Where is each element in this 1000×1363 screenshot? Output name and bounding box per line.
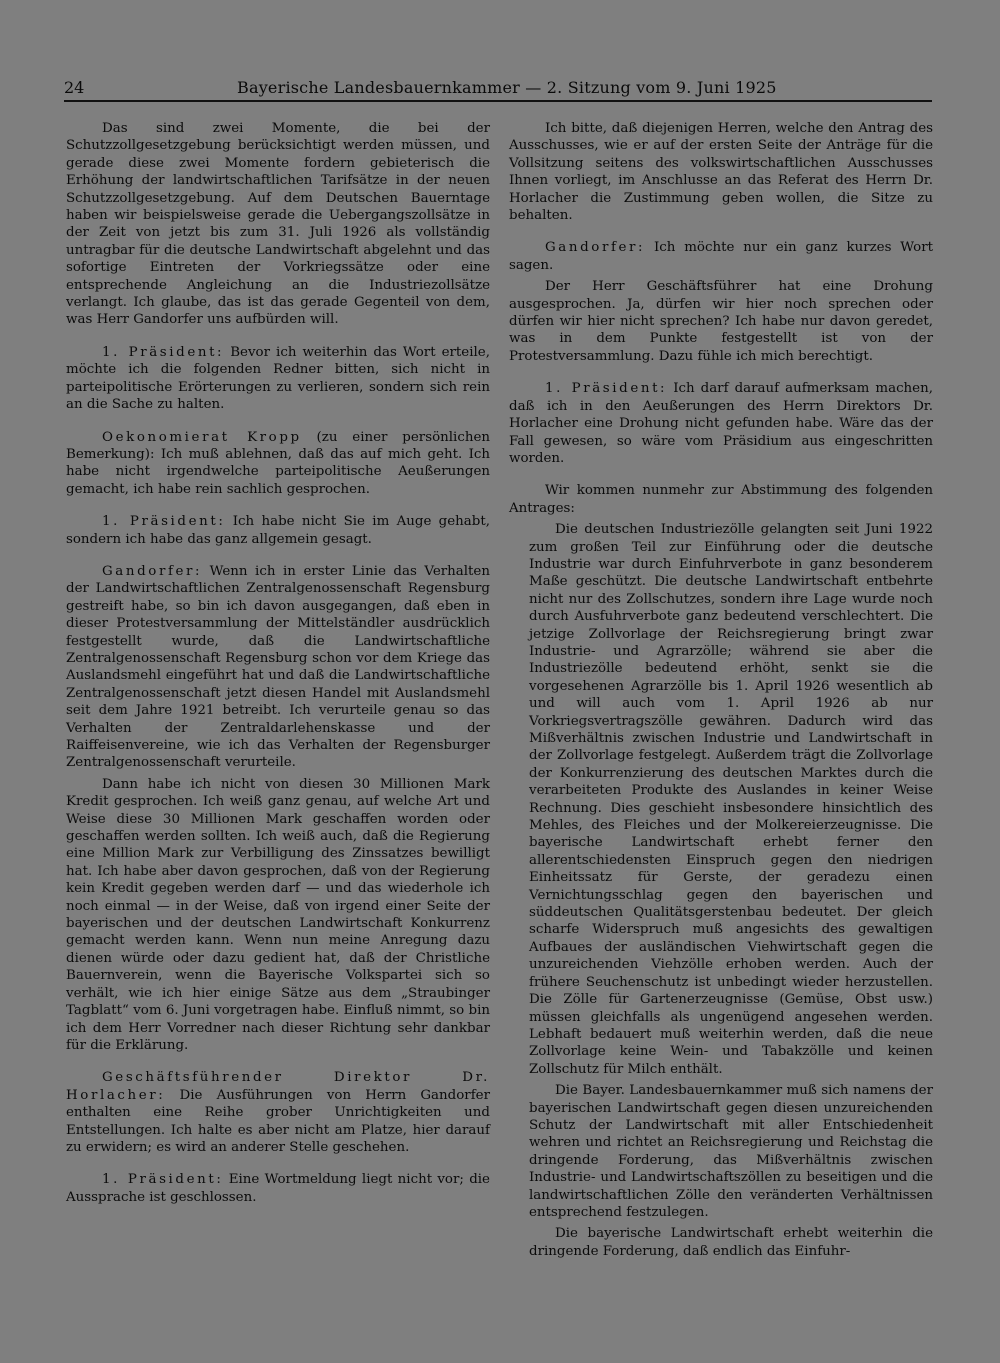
speaker-name: Gandorfer: <box>102 563 203 579</box>
paragraph-text: Ich bitte, daß diejenigen Herren, welche den Antrag des Ausschusses, wie er auf der ersten Seite der Anträge für die Vollsitzung seitens des volkswirtschaftlichen Ausschusses Ihnen vorliegt, im Anschlusse an das Referat des Herrn Dr. Horlacher die Zustimmung geben wollen, die Sitze zu behalten. <box>509 121 933 224</box>
paragraph-text: Eine Wortmeldung liegt nicht vor; die Aussprache ist geschlossen. <box>66 1172 490 1205</box>
paragraph <box>66 1171 490 1206</box>
paragraph <box>66 776 490 1055</box>
paragraph-text: Bevor ich weiterhin das Wort erteile, möchte ich die folgenden Redner bitten, sich nicht in parteipolitische Erörterungen zu verlieren, sondern sich rein an die Sache zu halten. <box>66 344 490 413</box>
speaker-name: 1. Präsident: <box>545 381 668 397</box>
right-column <box>509 120 933 1264</box>
speaker-name: Geschäftsführender Direktor Dr. Horlacher: <box>66 1070 490 1103</box>
paragraph-text: Wir kommen nunmehr zur Abstimmung des folgenden Antrages: <box>509 483 933 516</box>
paragraph <box>66 1069 490 1156</box>
speaker-name: Oekonomierat Kropp <box>102 429 302 445</box>
paragraph-text: Die bayerische Landwirtschaft erhebt weiterhin die dringende Forderung, daß endlich das Einfuhr- <box>529 1226 933 1259</box>
paragraph-text: (zu einer persönlichen Bemerkung): Ich muß ablehnen, daß das auf mich geht. Ich habe nicht irgendwelche parteipolitische Aeußerungen gemacht, ich habe rein sachlich gesprochen. <box>66 429 490 497</box>
paragraph-text: Der Herr Geschäftsführer hat eine Drohung ausgesprochen. Ja, dürfen wir hier noch sprechen oder dürfen wir hier nicht sprechen? Ich habe nur davon geredet, was in dem Punkte festgestellt ist von der Protestversammlung. Dazu fühle ich mich berechtigt. <box>509 279 933 364</box>
speaker-name: Gandorfer: <box>545 240 646 256</box>
paragraph-text: Ich darf darauf aufmerksam machen, daß ich in den Aeußerungen des Herrn Direktors Dr. Horlacher eine Drohung nicht gefunden habe. Wäre das der Fall gewesen, so wäre vom Präsidium aus eingeschritten worden. <box>509 381 933 466</box>
paragraph <box>509 120 933 224</box>
paragraph <box>66 344 490 414</box>
paragraph <box>66 429 490 499</box>
left-column <box>66 120 490 1221</box>
paragraph-text: Ich möchte nur ein ganz kurzes Wort sagen. <box>509 240 933 273</box>
paragraph-text: Wenn ich in erster Linie das Verhalten der Landwirtschaftlichen Zentralgenossenschaft Regensburg gestreift habe, so bin ich davon ausgegangen, daß eben in dieser Protestversammlung der Mittelständler ausdrücklich festgestellt wurde, daß die Landwirtschaftliche Zentralgenossenschaft Regensburg schon vor dem Kriege das Auslandsmehl eingeführt hat und daß die Landwirtschaftliche Zentralgenossenschaft jetzt diesen Handel mit Auslandsmehl seit dem Jahre 1921 betreibt. Ich verurteile genau so das Verhalten der Zentraldarlehenskasse und der Raiffeisenvereine, wie ich das Verhalten der Regensburger Zentralgenossenschaft verurteile. <box>66 563 490 771</box>
page-number: 24 <box>64 78 85 97</box>
paragraph <box>509 278 933 365</box>
motion-paragraph <box>509 1225 933 1260</box>
paragraph <box>66 120 490 329</box>
motion-paragraph <box>509 1082 933 1221</box>
paragraph <box>509 239 933 274</box>
paragraph-text: Die Bayer. Landesbauernkammer muß sich namens der bayerischen Landwirtschaft gegen diesen unzureichenden Schutz der Landwirtschaft mit aller Entschiedenheit wehren und richtet an Reichsregierung und Reichstag die dringende Forderung, das Mißverhältnis zwischen Industrie- und Landwirtschaftszöllen zu beseitigen und die landwirtschaftlichen Zölle den veränderten Verhältnissen entsprechend festzulegen. <box>529 1083 933 1220</box>
paragraph-text: Die deutschen Industriezölle gelangten seit Juni 1922 zum großen Teil zur Einführung oder die deutsche Industrie war durch Einfuhrverbote in ganz besonderem Maße geschützt. Die deutsche Landwirtschaft entbehrte nicht nur des Zollschutzes, sondern ihre Lage wurde noch durch Ausfuhrverbote ganz bedeutend verschlechtert. Die jetzige Zollvorlage der Reichsregierung bringt zwar Industrie- und Agrarzölle; während sie aber die Industriezölle bedeutend erhöht, senkt sie die vorgesehenen Agrarzölle bis 1. April 1926 wesentlich ab und will auch vom 1. April 1926 ab nur Vorkriegsvertragszölle gewähren. Dadurch wird das Mißverhältnis zwischen Industrie und Landwirtschaft in der Zollvorlage festgelegt. Außerdem trägt die Zollvorlage der Konkurrenzierung des deutschen Marktes durch die verarbeiteten Produkte des Auslandes in keiner Weise Rechnung. Dies geschieht insbesondere hinsichtlich des Mehles, des Fleiches und der Molkereierzeugnisse. Die bayerische Landwirtschaft erhebt ferner den allerentschiedensten Einspruch gegen den niedrigen Einheitssatz für Gerste, der geradezu einen Vernichtungsschlag gegen den bayerischen und süddeutschen Qualitätsgerstenbau bedeutet. Der gleich scharfe Widerspruch muß angesichts des gewaltigen Aufbaues der ausländischen Viehwirtschaft gegen die unzureichenden Viehzölle erhoben werden. Auch der frühere Seuchenschutz ist unbedingt wieder herzustellen. Die Zölle für Gartenerzeugnisse (Gemüse, Obst usw.) müssen gleichfalls als ungenügend angesehen werden. Lebhaft bedauert muß weiterhin werden, daß die neue Zollvorlage keine Wein- und Tabakzölle und keinen Zollschutz für Milch enthält. <box>529 522 933 1077</box>
paragraph <box>66 563 490 772</box>
paragraph-text: Ich habe nicht Sie im Auge gehabt, sondern ich habe das ganz allgemein gesagt. <box>66 514 490 547</box>
paragraph <box>66 513 490 548</box>
motion-paragraph <box>509 521 933 1078</box>
paragraph <box>509 482 933 517</box>
paragraph-text: Die Ausführungen von Herrn Gandorfer enthalten eine Reihe grober Unrichtigkeiten und Entstellungen. Ich halte es aber nicht am Platze, hier darauf zu erwidern; es wird an anderer Stelle geschehen. <box>66 1087 490 1155</box>
speaker-name: 1. Präsident: <box>102 514 226 530</box>
speaker-name: 1. Präsident: <box>102 344 225 360</box>
running-title: Bayerische Landesbauernkammer — 2. Sitzung vom 9. Juni 1925 <box>237 78 777 97</box>
paragraph <box>509 380 933 467</box>
speaker-name: 1. Präsident: <box>102 1172 224 1188</box>
paragraph-text: Das sind zwei Momente, die bei der Schutzzollgesetzgebung berücksichtigt werden müssen, und gerade diese zwei Momente fordern gebieterisch die Erhöhung der landwirtschaftlichen Tarifsätze in der neuen Schutzzollgesetzgebung. Auf dem Deutschen Bauerntage haben wir beispielsweise gerade die Uebergangszollsätze in der Zeit von jetzt bis zum 31. Juli 1926 als vollständig untragbar für die deutsche Landwirtschaft abgelehnt und das sofortige Eintreten der Vorkriegssätze oder eine entsprechende Angleichung an die Industriezollsätze verlangt. Ich glaube, das ist das gerade Gegenteil von dem, was Herr Gandorfer uns aufbürden will. <box>66 121 490 328</box>
running-header <box>64 78 932 102</box>
paragraph-text: Dann habe ich nicht von diesen 30 Millionen Mark Kredit gesprochen. Ich weiß ganz genau, auf welche Art und Weise diese 30 Millionen Mark geschaffen worden oder geschaffen werden sollten. Ich weiß auch, daß die Regierung eine Million Mark zur Verbilligung des Zinssatzes bewilligt hat. Ich habe aber davon gesprochen, daß von der Regierung kein Kredit gegeben werden darf — und das wiederhole ich noch einmal — in der Weise, daß von irgend einer Seite der bayerischen und der deutschen Landwirtschaft Konkurrenz gemacht werden kann. Wenn nun meine Anregung dazu dienen würde oder dazu gedient hat, daß der Christliche Bauernverein, wenn die Bayerische Volkspartei sich so verhält, wie ich hier einige Sätze aus dem „Straubinger Tagblatt“ vom 6. Juni vorgetragen habe. Einfluß nimmt, so bin ich dem Herr Vorredner nach dieser Richtung sehr dankbar für die Erklärung. <box>66 776 490 1053</box>
